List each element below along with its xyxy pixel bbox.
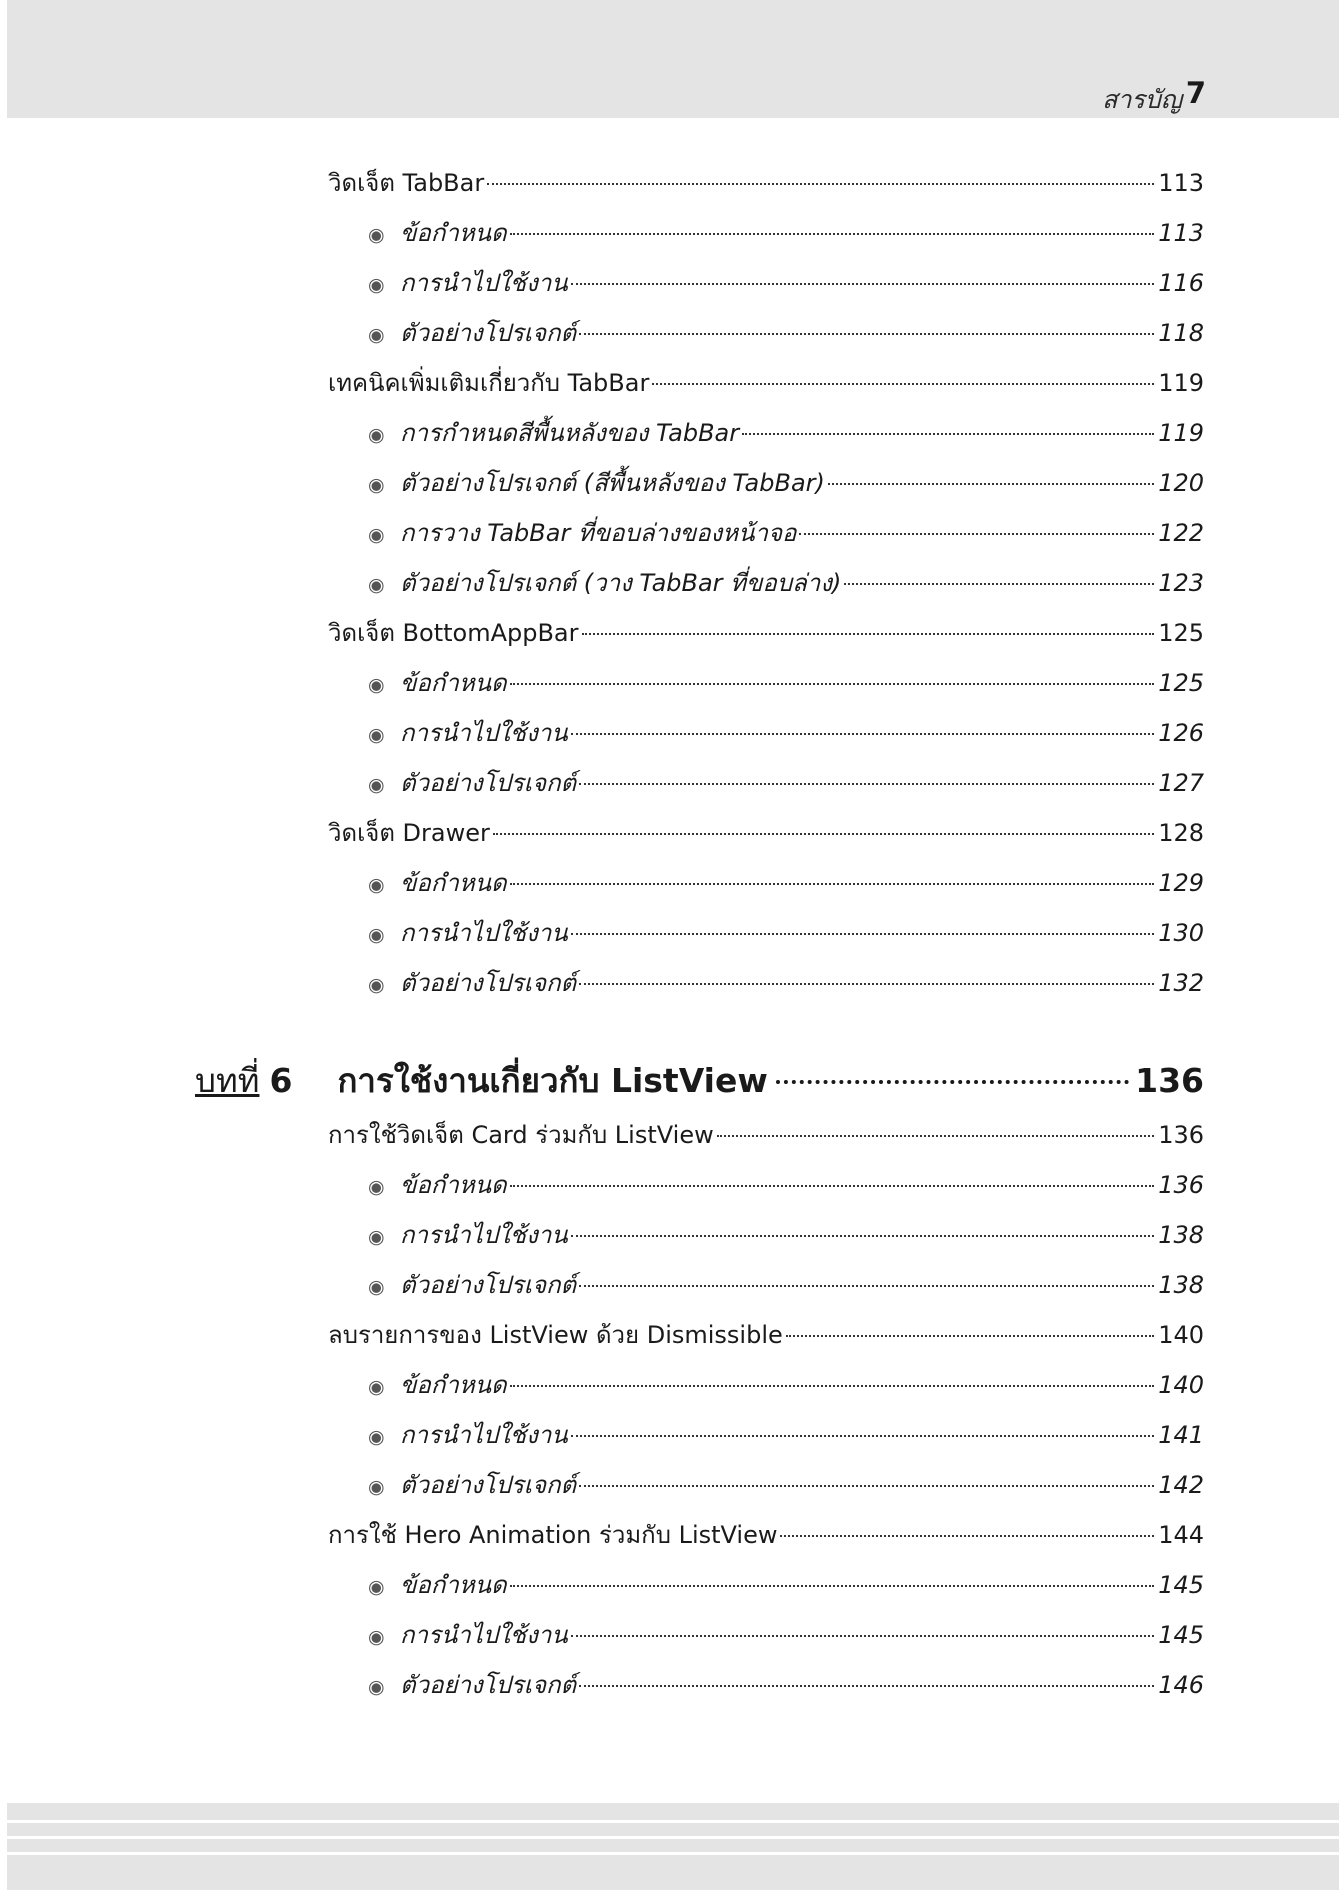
dot-leader xyxy=(571,283,1154,285)
chapter-title: การใช้งานเกี่ยวกับ ListView xyxy=(337,1061,768,1100)
toc-entry-page-number: 125 xyxy=(1158,669,1204,697)
toc-entry-page-number: 142 xyxy=(1158,1471,1204,1499)
bullet-icon: ◉ xyxy=(368,324,385,346)
bullet-icon: ◉ xyxy=(368,1226,385,1248)
toc-entry-title: ข้อกำหนด xyxy=(400,1571,507,1599)
dot-leader xyxy=(799,533,1154,535)
bullet-icon: ◉ xyxy=(368,1476,385,1498)
toc-entry-page-number: 116 xyxy=(1158,269,1204,297)
dot-leader xyxy=(510,233,1154,235)
toc-entry xyxy=(328,163,1204,203)
toc-subentry xyxy=(368,1665,1204,1705)
toc-entry-page-number: 136 xyxy=(1158,1171,1204,1199)
toc-entry-page-number: 146 xyxy=(1158,1671,1204,1699)
dot-leader xyxy=(579,333,1154,335)
toc-entry-page-number: 126 xyxy=(1158,719,1204,747)
toc-entry-page-number: 144 xyxy=(1158,1521,1204,1549)
bullet-icon: ◉ xyxy=(368,474,385,496)
toc-entry-title: การนำไปใช้งาน xyxy=(400,1221,568,1249)
toc-entry-page-number: 123 xyxy=(1158,569,1204,597)
chapter-page-number: 136 xyxy=(1135,1061,1204,1100)
toc-entry-title: วิดเจ็ต TabBar xyxy=(328,169,485,197)
toc-entry-title: ตัวอย่างโปรเจกต์ xyxy=(400,1271,577,1299)
toc-entry-title: การนำไปใช้งาน xyxy=(400,719,568,747)
toc-entry-title: ข้อกำหนด xyxy=(400,869,507,897)
toc-subentry xyxy=(368,913,1204,953)
toc-subentry xyxy=(368,1215,1204,1255)
toc-entry-page-number: 127 xyxy=(1158,769,1204,797)
toc-entry-page-number: 145 xyxy=(1158,1621,1204,1649)
toc-subentry xyxy=(368,213,1204,253)
toc-subentry xyxy=(368,413,1204,453)
toc-entry-title: การนำไปใช้งาน xyxy=(400,269,568,297)
toc-entry-page-number: 130 xyxy=(1158,919,1204,947)
running-header-page-number: 7 xyxy=(1185,76,1206,110)
dot-leader xyxy=(487,183,1154,185)
toc-subentry xyxy=(368,1615,1204,1655)
running-header-title: สารบัญ xyxy=(1102,85,1182,114)
bullet-icon: ◉ xyxy=(368,974,385,996)
toc-subentry xyxy=(368,263,1204,303)
toc-subentry xyxy=(368,663,1204,703)
toc-entry xyxy=(328,1315,1204,1355)
toc-entry xyxy=(328,363,1204,403)
toc-subentry xyxy=(368,1365,1204,1405)
toc-entry-page-number: 141 xyxy=(1158,1421,1204,1449)
dot-leader xyxy=(786,1335,1154,1337)
toc-entry-page-number: 138 xyxy=(1158,1221,1204,1249)
dot-leader xyxy=(510,1385,1154,1387)
toc-entry-title: วิดเจ็ต Drawer xyxy=(328,819,490,847)
bullet-icon: ◉ xyxy=(368,1676,385,1698)
dot-leader xyxy=(510,683,1154,685)
dot-leader xyxy=(717,1135,1154,1137)
bullet-icon: ◉ xyxy=(368,224,385,246)
dot-leader xyxy=(579,983,1154,985)
toc-entry-page-number: 113 xyxy=(1158,219,1204,247)
toc-subentry xyxy=(368,513,1204,553)
bullet-icon: ◉ xyxy=(368,424,385,446)
toc-entry-page-number: 138 xyxy=(1158,1271,1204,1299)
chapter-word: บทที่ xyxy=(195,1061,260,1100)
footer-band xyxy=(7,1803,1339,1890)
toc-entry xyxy=(328,613,1204,653)
toc-entry-title: การกำหนดสีพื้นหลังของ TabBar xyxy=(400,419,740,447)
toc-subentry xyxy=(368,313,1204,353)
bullet-icon: ◉ xyxy=(368,1626,385,1648)
toc-subentry xyxy=(368,1165,1204,1205)
toc-entry-page-number: 119 xyxy=(1158,419,1204,447)
dot-leader xyxy=(571,1635,1154,1637)
dot-leader xyxy=(579,1485,1154,1487)
bullet-icon: ◉ xyxy=(368,674,385,696)
toc-entry-page-number: 113 xyxy=(1158,169,1204,197)
dot-leader xyxy=(571,1435,1154,1437)
toc-entry xyxy=(328,1115,1204,1155)
toc-entry-title: การนำไปใช้งาน xyxy=(400,919,568,947)
toc-subentry xyxy=(368,1415,1204,1455)
dot-leader xyxy=(510,883,1154,885)
footer-stripe xyxy=(7,1820,1339,1823)
bullet-icon: ◉ xyxy=(368,1426,385,1448)
footer-stripe xyxy=(7,1852,1339,1855)
dot-leader xyxy=(571,733,1154,735)
dot-leader xyxy=(652,383,1154,385)
bullet-icon: ◉ xyxy=(368,924,385,946)
toc-subentry xyxy=(368,863,1204,903)
toc-entry-title: ตัวอย่างโปรเจกต์ (วาง TabBar ที่ขอบล่าง) xyxy=(400,569,842,597)
toc-entry xyxy=(328,813,1204,853)
toc-subentry xyxy=(368,1265,1204,1305)
bullet-icon: ◉ xyxy=(368,1576,385,1598)
toc-entry-page-number: 118 xyxy=(1158,319,1204,347)
dot-leader xyxy=(571,933,1154,935)
toc-entry-page-number: 145 xyxy=(1158,1571,1204,1599)
toc-entry-page-number: 129 xyxy=(1158,869,1204,897)
dot-leader xyxy=(844,583,1154,585)
toc-entry-title: ข้อกำหนด xyxy=(400,1171,507,1199)
dot-leader xyxy=(493,833,1154,835)
toc-subentry xyxy=(368,563,1204,603)
toc-entry-title: การนำไปใช้งาน xyxy=(400,1421,568,1449)
toc-entry-page-number: 125 xyxy=(1158,619,1204,647)
toc-entry-title: เทคนิคเพิ่มเติมเกี่ยวกับ TabBar xyxy=(328,369,650,397)
dot-leader xyxy=(582,633,1155,635)
toc-entry-title: ตัวอย่างโปรเจกต์ xyxy=(400,1671,577,1699)
dot-leader xyxy=(510,1585,1154,1587)
toc-entry-title: ลบรายการของ ListView ด้วย Dismissible xyxy=(328,1321,783,1349)
dot-leader xyxy=(579,1685,1154,1687)
toc-subentry xyxy=(368,713,1204,753)
dot-leader xyxy=(510,1185,1154,1187)
toc-entry-title: การใช้ Hero Animation ร่วมกับ ListView xyxy=(328,1521,778,1549)
toc-entry-page-number: 136 xyxy=(1158,1121,1204,1149)
toc-entry-title: การใช้วิดเจ็ต Card ร่วมกับ ListView xyxy=(328,1121,714,1149)
toc-entry-title: ข้อกำหนด xyxy=(400,219,507,247)
toc-entry-title: วิดเจ็ต BottomAppBar xyxy=(328,619,579,647)
bullet-icon: ◉ xyxy=(368,1376,385,1398)
bullet-icon: ◉ xyxy=(368,1276,385,1298)
toc-entry-page-number: 140 xyxy=(1158,1371,1204,1399)
footer-stripe xyxy=(7,1836,1339,1839)
bullet-icon: ◉ xyxy=(368,574,385,596)
toc-entry-title: ตัวอย่างโปรเจกต์ xyxy=(400,769,577,797)
bullet-icon: ◉ xyxy=(368,274,385,296)
dot-leader xyxy=(828,483,1154,485)
toc-entry-page-number: 119 xyxy=(1158,369,1204,397)
toc-entry-title: ข้อกำหนด xyxy=(400,669,507,697)
toc-entry-page-number: 120 xyxy=(1158,469,1204,497)
dot-leader xyxy=(579,1285,1154,1287)
bullet-icon: ◉ xyxy=(368,874,385,896)
toc-entry-title: ตัวอย่างโปรเจกต์ xyxy=(400,969,577,997)
toc-entry-title: การนำไปใช้งาน xyxy=(400,1621,568,1649)
toc-entry-title: ตัวอย่างโปรเจกต์ xyxy=(400,319,577,347)
bullet-icon: ◉ xyxy=(368,724,385,746)
chapter-heading xyxy=(195,1056,1204,1106)
toc-entry-page-number: 140 xyxy=(1158,1321,1204,1349)
toc-entry-page-number: 132 xyxy=(1158,969,1204,997)
toc-entry-title: ตัวอย่างโปรเจกต์ xyxy=(400,1471,577,1499)
toc-subentry xyxy=(368,463,1204,503)
toc-entry-title: การวาง TabBar ที่ขอบล่างของหน้าจอ xyxy=(400,519,797,547)
bullet-icon: ◉ xyxy=(368,774,385,796)
toc-entry-title: ข้อกำหนด xyxy=(400,1371,507,1399)
dot-leader xyxy=(742,433,1154,435)
toc-subentry xyxy=(368,1565,1204,1605)
toc-entry-page-number: 122 xyxy=(1158,519,1204,547)
chapter-number: 6 xyxy=(269,1061,293,1100)
bullet-icon: ◉ xyxy=(368,524,385,546)
dot-leader xyxy=(579,783,1154,785)
toc-entry-title: ตัวอย่างโปรเจกต์ (สีพื้นหลังของ TabBar) xyxy=(400,469,825,497)
toc-entry-page-number: 128 xyxy=(1158,819,1204,847)
dot-leader xyxy=(571,1235,1154,1237)
toc-subentry xyxy=(368,763,1204,803)
toc-subentry xyxy=(368,963,1204,1003)
toc-subentry xyxy=(368,1465,1204,1505)
dot-leader xyxy=(776,1080,1129,1084)
bullet-icon: ◉ xyxy=(368,1176,385,1198)
toc-entry xyxy=(328,1515,1204,1555)
dot-leader xyxy=(780,1535,1154,1537)
